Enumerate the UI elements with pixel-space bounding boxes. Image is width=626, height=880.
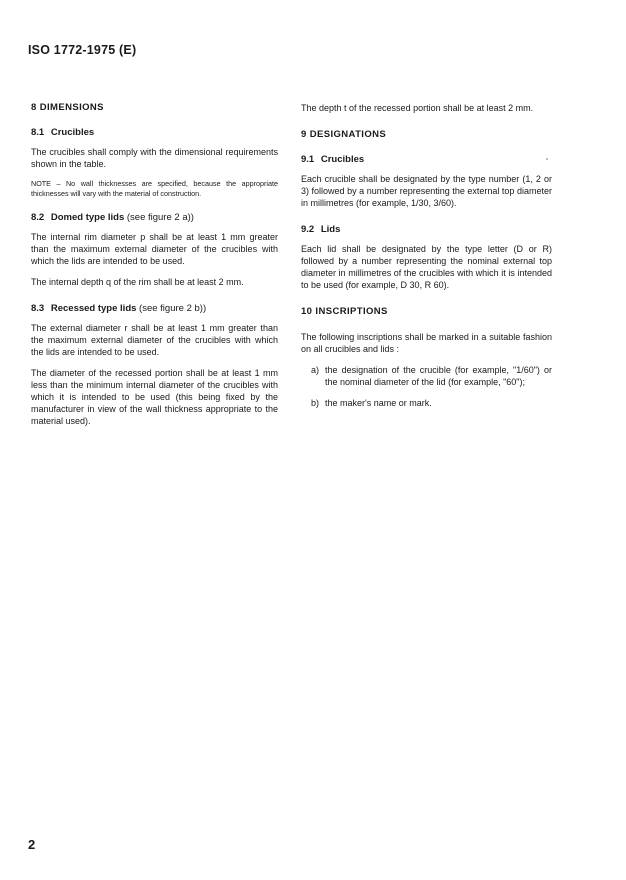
section-title: Recessed type lids — [50, 303, 137, 314]
list-item-label: a) — [311, 365, 320, 375]
section-8-1-note: NOTE – No wall thicknesses are specified, because the appropriate thicknesses will vary with the material of construction. — [31, 179, 278, 198]
section-number: 8.1 — [31, 127, 45, 138]
section-10-heading: 10 INSCRIPTIONS — [301, 306, 388, 317]
section-8-3-paragraph-2: The diameter of the recessed portion shall be at least 1 mm less than the minimum internal diameter of the crucibles with which it is intended to be used (this being fixed by the manufacturer in view of the wall thickness appropriate to the material used). — [31, 368, 278, 426]
section-8-1-heading — [31, 127, 278, 138]
section-9-heading: 9 DESIGNATIONS — [301, 129, 387, 140]
section-title: Crucibles — [320, 154, 365, 165]
section-8-2-paragraph-2: The internal depth q of the rim shall be at least 2 mm. — [31, 277, 244, 287]
recess-depth-paragraph: The depth t of the recessed portion shall be at least 2 mm. — [301, 103, 534, 113]
section-8-heading: 8 DIMENSIONS — [31, 102, 104, 113]
section-8-3-paragraph-1: The external diameter r shall be at least 1 mm greater than the maximum external diameter of the crucibles with which the lids are intended to be used. — [31, 323, 278, 357]
section-10-paragraph: The following inscriptions shall be marked in a suitable fashion on all crucibles and lids : — [301, 332, 552, 354]
scan-artifact — [546, 158, 548, 160]
section-9-2-paragraph: Each lid shall be designated by the type letter (D or R) followed by a number representing the nominal external top diameter in millimetres of the crucibles with which it is intended to be used (for example, D 30, R 60). — [301, 244, 552, 290]
list-item-text: the designation of the crucible (for example, "1/60") or the nominal diameter of the lid (for example, "60"); — [325, 365, 552, 387]
section-9-1-heading — [301, 154, 552, 165]
document-header: ISO 1772-1975 (E) — [28, 43, 137, 57]
section-9-1-paragraph: Each crucible shall be designated by the type number (1, 2 or 3) followed by a number representing the external top diameter in millimetres (for example, 1/30, 3/60). — [301, 174, 552, 208]
figure-reference: (see figure 2 b)) — [139, 303, 207, 314]
list-item — [311, 397, 552, 409]
section-8-3-heading — [31, 303, 278, 314]
right-column — [301, 102, 552, 418]
section-number: 8.2 — [31, 212, 45, 223]
list-item-text: the maker's name or mark. — [325, 398, 432, 408]
section-9-2-heading — [301, 224, 552, 235]
section-8-1-paragraph: The crucibles shall comply with the dimensional requirements shown in the table. — [31, 147, 278, 169]
section-number: 9.2 — [301, 224, 315, 235]
section-title: Domed type lids — [50, 212, 125, 223]
left-column — [31, 102, 278, 436]
page-number: 2 — [28, 837, 36, 852]
list-item-label: b) — [311, 398, 320, 408]
figure-reference: (see figure 2 a)) — [126, 212, 194, 223]
section-title: Lids — [320, 224, 341, 235]
section-8-2-heading — [31, 212, 278, 223]
section-number: 8.3 — [31, 303, 45, 314]
list-item — [311, 364, 552, 388]
section-title: Crucibles — [50, 127, 95, 138]
section-number: 9.1 — [301, 154, 315, 165]
section-8-2-paragraph-1: The internal rim diameter p shall be at least 1 mm greater than the maximum external diameter of the crucibles with which the lids are intended to be used. — [31, 232, 278, 266]
